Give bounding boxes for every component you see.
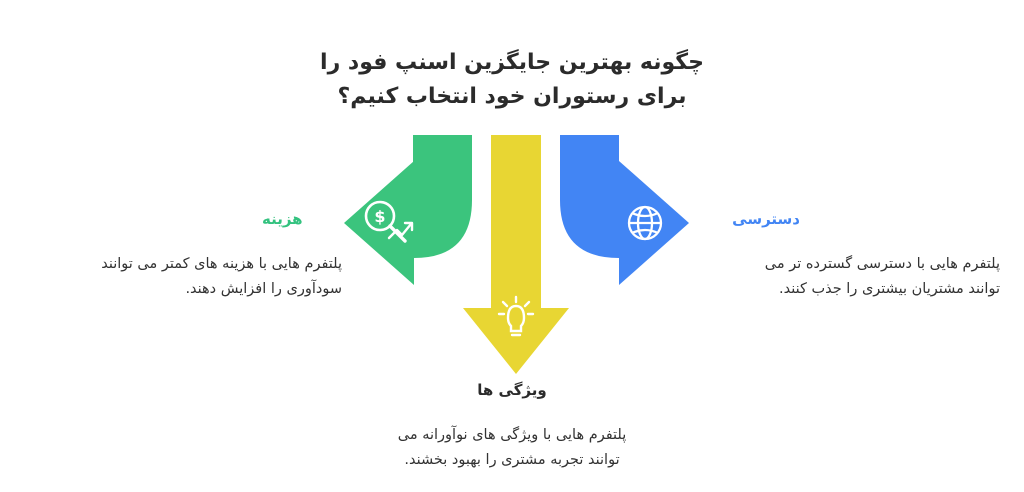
svg-text:$: $: [374, 207, 386, 226]
branch-caption-cost-line-1: پلتفرم هایی با هزینه های کمتر می توانند: [101, 256, 342, 272]
branch-caption-access: [700, 252, 1000, 303]
branch-caption-cost: [28, 252, 342, 303]
arrow-features: [463, 135, 569, 374]
branch-label-features: ویژگی ها: [477, 381, 547, 399]
branch-label-cost: هزینه: [262, 210, 303, 228]
branch-caption-features: [352, 423, 672, 474]
branch-label-access: دسترسی: [732, 210, 800, 228]
branch-caption-access-line-1: پلتفرم هایی با دسترسی گسترده تر می: [764, 256, 1000, 272]
page-title-line-2: برای رستوران خود انتخاب کنیم؟: [337, 84, 687, 110]
arrow-cost: [344, 135, 472, 285]
branch-caption-cost-line-2: سودآوری را افزایش دهند.: [185, 281, 342, 298]
branch-caption-features-line-1: پلتفرم هایی با ویژگی های نوآورانه می: [397, 427, 627, 443]
page-title-line-1: چگونه بهترین جایگزین اسنپ فود را: [320, 50, 704, 75]
branch-caption-access-line-2: توانند مشتریان بیشتری را جذب کنند.: [778, 281, 1000, 298]
arrow-access: [560, 135, 689, 285]
branch-caption-features-line-2: توانند تجربه مشتری را بهبود بخشند.: [404, 452, 620, 469]
